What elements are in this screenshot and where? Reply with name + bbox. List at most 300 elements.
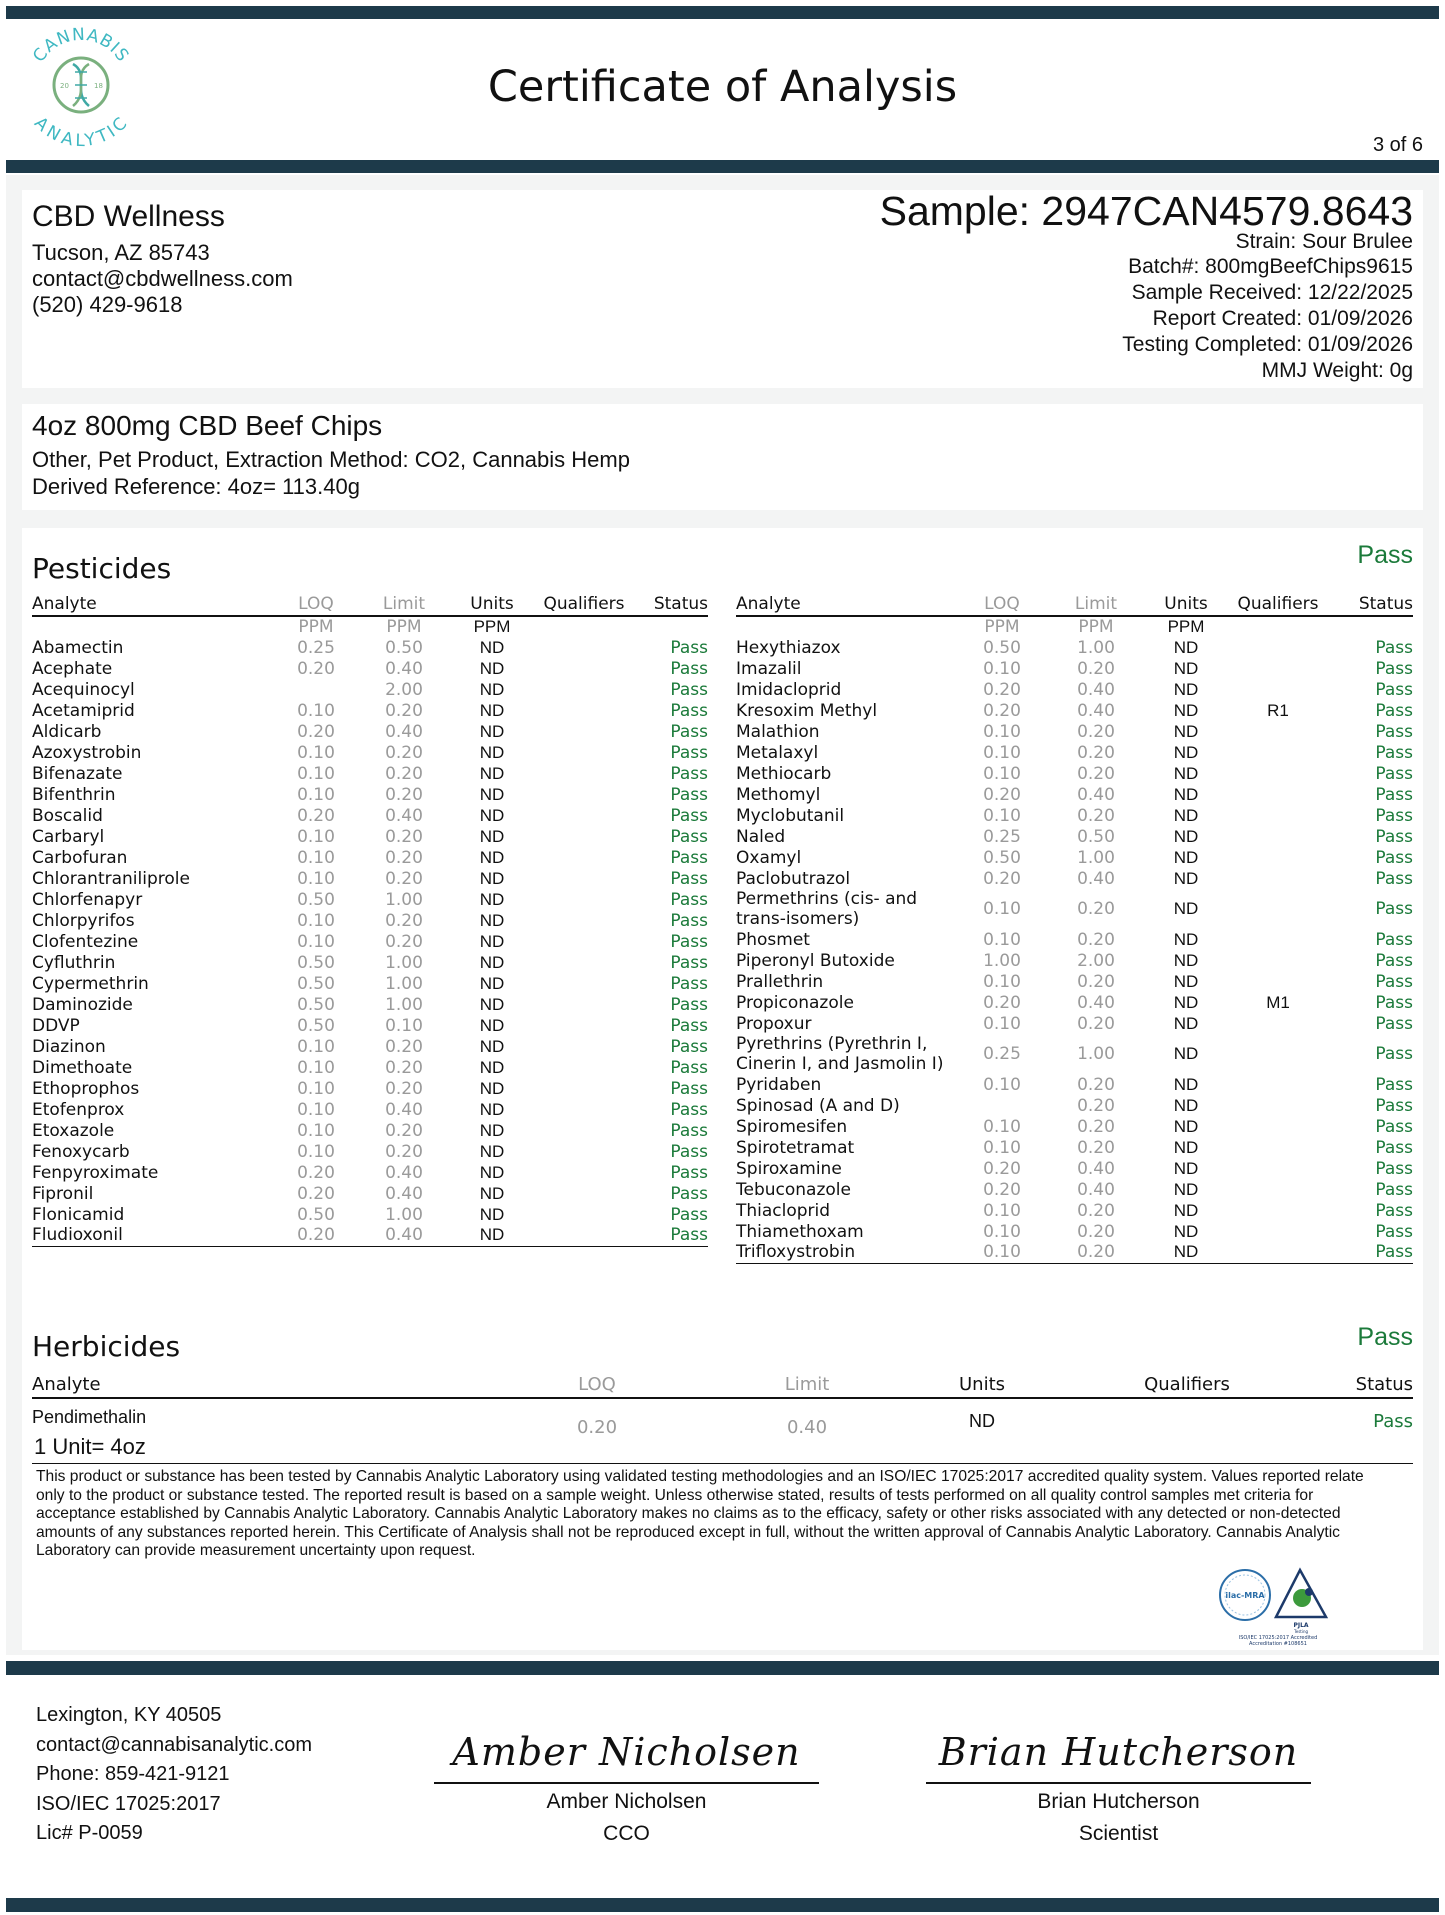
table-row xyxy=(736,784,1413,805)
sample-id: Sample: 2947CAN4579.8643 xyxy=(879,188,1413,234)
limit-value: 0.10 xyxy=(385,1015,423,1036)
table-row xyxy=(32,1225,708,1246)
limit-value: 0.40 xyxy=(385,721,423,742)
table-row xyxy=(32,805,708,826)
units-value: ND xyxy=(479,637,505,657)
loq-value: 0.20 xyxy=(983,1158,1021,1179)
analyte-name: DDVP xyxy=(32,1015,80,1036)
table-row xyxy=(736,950,1413,971)
client-email: contact@cbdwellness.com xyxy=(32,266,293,291)
units-value: ND xyxy=(1173,1074,1199,1094)
status-value: Pass xyxy=(1375,1221,1413,1242)
limit-value: 0.50 xyxy=(385,637,423,658)
units-value: ND xyxy=(479,952,505,972)
limit-value: 1.00 xyxy=(1077,1044,1115,1064)
loq-value: 0.50 xyxy=(297,973,335,994)
col-limit: Limit xyxy=(360,593,448,616)
qualifier-value xyxy=(536,910,632,931)
status-value: Pass xyxy=(1375,1137,1413,1158)
limit-value: 0.20 xyxy=(385,1057,423,1078)
table-row xyxy=(736,929,1413,950)
footer-bar xyxy=(6,1661,1439,1675)
loq-value xyxy=(954,1095,1050,1116)
qualifier-value xyxy=(536,1183,632,1204)
units-value: ND xyxy=(1173,742,1199,762)
analyte-name: Chlorantraniliprole xyxy=(32,868,190,889)
col-units: Units xyxy=(448,593,536,616)
analyte-name: Acephate xyxy=(32,658,113,679)
loq-value: 0.50 xyxy=(983,637,1021,658)
analyte-name: Prallethrin xyxy=(736,971,824,992)
svg-text:ANALYTIC xyxy=(30,113,132,148)
units-value: ND xyxy=(1173,1116,1199,1136)
product-details: Other, Pet Product, Extraction Method: CO2, Cannabis Hemp xyxy=(32,447,630,472)
report-created: Report Created: 01/09/2026 xyxy=(1152,307,1413,330)
table-row xyxy=(736,763,1413,784)
limit-value: 0.20 xyxy=(385,826,423,847)
client-city: Tucson, AZ 85743 xyxy=(32,240,210,265)
signature-block-1 xyxy=(434,1730,819,1846)
qualifier-value xyxy=(1230,868,1326,889)
table-row xyxy=(736,1116,1413,1137)
loq-value: 0.10 xyxy=(983,742,1021,763)
limit-value: 0.20 xyxy=(385,1036,423,1057)
status-value: Pass xyxy=(1375,992,1413,1013)
limit-value: 1.00 xyxy=(385,994,423,1015)
limit-value: 1.00 xyxy=(1077,847,1115,868)
status-value: Pass xyxy=(670,784,708,805)
units-value: ND xyxy=(1173,700,1199,720)
loq-value: 0.25 xyxy=(983,1044,1021,1064)
qualifier-value xyxy=(536,868,632,889)
loq-value: 0.20 xyxy=(983,784,1021,805)
loq-value: 0.20 xyxy=(983,868,1021,889)
status-value: Pass xyxy=(670,1183,708,1204)
status-value: Pass xyxy=(670,742,708,763)
loq-value: 0.10 xyxy=(983,899,1021,919)
loq-value: 0.10 xyxy=(297,910,335,931)
units-value: ND xyxy=(969,1411,995,1431)
analyte-name: Daminozide xyxy=(32,994,133,1015)
analyte-name: Etofenprox xyxy=(32,1099,125,1120)
loq-value: 0.10 xyxy=(983,1074,1021,1095)
qualifier-value xyxy=(536,931,632,952)
table-row xyxy=(736,742,1413,763)
qualifier-value xyxy=(1230,637,1326,658)
qualifier-value xyxy=(1230,826,1326,847)
analyte-name: Etoxazole xyxy=(32,1120,115,1141)
qualifier-value xyxy=(1230,1095,1326,1116)
limit-value: 0.50 xyxy=(1077,826,1115,847)
table-row xyxy=(736,1137,1413,1158)
limit-value: 0.20 xyxy=(1077,1137,1115,1158)
analyte-name: Chlorfenapyr xyxy=(32,889,143,910)
analyte-name: Clofentezine xyxy=(32,931,139,952)
limit-value: 0.40 xyxy=(385,1183,423,1204)
status-value: Pass xyxy=(670,1015,708,1036)
table-row xyxy=(32,952,708,973)
table-row xyxy=(32,763,708,784)
herbicides-status: Pass xyxy=(1357,1323,1413,1351)
qualifier-value xyxy=(1230,1200,1326,1221)
analyte-name: Abamectin xyxy=(32,637,124,658)
table-row xyxy=(32,1036,708,1057)
qualifier-value xyxy=(536,658,632,679)
pesticides-title: Pesticides xyxy=(32,552,172,585)
status-value: Pass xyxy=(670,1057,708,1078)
table-row xyxy=(736,826,1413,847)
loq-value: 0.10 xyxy=(297,1057,335,1078)
qualifier-value xyxy=(536,973,632,994)
analyte-name: Pyrethrins (Pyrethrin I, Cinerin I, and Jasmolin I) xyxy=(736,1034,944,1074)
units-value: ND xyxy=(479,1162,505,1182)
loq-value: 1.00 xyxy=(983,950,1021,971)
status-value: Pass xyxy=(1375,721,1413,742)
qualifier-value xyxy=(536,1015,632,1036)
qualifier-value xyxy=(536,784,632,805)
analyte-name: Fludioxonil xyxy=(32,1225,272,1246)
limit-value: 0.20 xyxy=(1077,1116,1115,1137)
limit-value: 0.20 xyxy=(1077,1074,1115,1095)
table-row xyxy=(736,868,1413,889)
col-limit: Limit xyxy=(732,1372,882,1398)
units-value: ND xyxy=(1173,929,1199,949)
qualifier-value xyxy=(1230,1013,1326,1034)
limit-value: 2.00 xyxy=(1077,950,1115,971)
loq-value: 0.25 xyxy=(297,637,335,658)
units-value: ND xyxy=(1173,1200,1199,1220)
top-bar xyxy=(6,6,1439,19)
analyte-name: Tebuconazole xyxy=(736,1179,851,1200)
analyte-name: Thiacloprid xyxy=(736,1200,831,1221)
limit-value: 0.20 xyxy=(385,700,423,721)
accreditation-logos xyxy=(1218,1565,1338,1645)
signature-2: Brian Hutcherson xyxy=(938,1730,1299,1774)
qualifier-value xyxy=(536,1036,632,1057)
analyte-name: Phosmet xyxy=(736,929,810,950)
units-value: ND xyxy=(1173,826,1199,846)
status-value: Pass xyxy=(670,826,708,847)
qualifier-value xyxy=(1230,742,1326,763)
loq-value: 0.10 xyxy=(983,1116,1021,1137)
units-value: ND xyxy=(479,1015,505,1035)
disclaimer-text: This product or substance has been tested by Cannabis Analytic Laboratory using validated testing methodologies and an ISO/IEC 17025:2017 accredited quality system. Values reported relate only to the product or substance tested. The reported result is based on a sample weight. Unless otherwise stated, results of tests performed on all quality control samples met criteria for acceptance established by Cannabis Analytic Laboratory. Cannabis Analytic Laboratory makes no claims as to the efficacy, safety or other risks associated with any detected or non-detected amounts of any substances reported herein. This Certificate of Analysis shall not be reproduced except in full, without the written approval of Cannabis Analytic Laboratory. Cannabis Analytic Laboratory can provide measurement uncertainty upon request. xyxy=(36,1468,1364,1559)
limit-value: 0.20 xyxy=(1050,1242,1142,1263)
loq-value: 0.20 xyxy=(272,1225,360,1246)
header-bar xyxy=(6,160,1439,173)
analyte-name: Fenoxycarb xyxy=(32,1141,130,1162)
table-row xyxy=(32,868,708,889)
limit-value: 0.20 xyxy=(385,1141,423,1162)
status-value: Pass xyxy=(670,1036,708,1057)
loq-unit: PPM xyxy=(984,617,1020,637)
qualifier-value xyxy=(1230,763,1326,784)
signer-role-2: Scientist xyxy=(1078,1822,1159,1845)
units-value: ND xyxy=(479,1183,505,1203)
analyte-name: Metalaxyl xyxy=(736,742,819,763)
analyte-name: Paclobutrazol xyxy=(736,868,851,889)
units-value: ND xyxy=(479,910,505,930)
limit-value: 0.20 xyxy=(385,868,423,889)
qualifier-value xyxy=(1230,658,1326,679)
status-value: Pass xyxy=(670,931,708,952)
col-analyte: Analyte xyxy=(736,593,954,616)
table-row xyxy=(32,1078,708,1099)
analyte-name: Pendimethalin xyxy=(32,1407,147,1427)
analyte-name: Spinosad (A and D) xyxy=(736,1095,900,1116)
table-row xyxy=(32,1057,708,1078)
table-row xyxy=(736,1179,1413,1200)
units-value: ND xyxy=(479,826,505,846)
status-value: Pass xyxy=(670,763,708,784)
table-row xyxy=(32,1162,708,1183)
limit-value: 0.40 xyxy=(1077,868,1115,889)
limit-value: 0.20 xyxy=(1077,899,1115,919)
status-value: Pass xyxy=(670,910,708,931)
loq-value: 0.10 xyxy=(297,763,335,784)
limit-value: 0.20 xyxy=(1077,742,1115,763)
limit-value: 0.40 xyxy=(1077,679,1115,700)
limit-value: 1.00 xyxy=(385,1204,423,1225)
table-row xyxy=(32,910,708,931)
units-value: ND xyxy=(1173,899,1199,918)
table-row xyxy=(736,1221,1413,1242)
analyte-name: Ethoprophos xyxy=(32,1078,140,1099)
loq-value: 0.10 xyxy=(983,971,1021,992)
limit-value: 0.20 xyxy=(1077,1221,1115,1242)
lab-email: contact@cannabisanalytic.com xyxy=(36,1734,312,1756)
col-units: Units xyxy=(882,1372,1082,1398)
lab-phone: Phone: 859-421-9121 xyxy=(36,1763,230,1785)
limit-value: 0.40 xyxy=(385,1162,423,1183)
col-status: Status xyxy=(632,593,708,616)
analyte-name: Diazinon xyxy=(32,1036,106,1057)
lab-city: Lexington, KY 40505 xyxy=(36,1704,222,1726)
loq-value: 0.10 xyxy=(983,805,1021,826)
status-value: Pass xyxy=(670,847,708,868)
limit-value: 0.20 xyxy=(385,742,423,763)
units-value: ND xyxy=(1173,971,1199,991)
loq-value: 0.10 xyxy=(297,742,335,763)
table-row xyxy=(32,1141,708,1162)
units-value: ND xyxy=(1173,1179,1199,1199)
lab-license: Lic# P-0059 xyxy=(36,1822,143,1844)
limit-value: 0.40 xyxy=(385,1099,423,1120)
analyte-name: Thiamethoxam xyxy=(736,1221,864,1242)
sample-strain: Strain: Sour Brulee xyxy=(1235,230,1413,253)
qualifier-value xyxy=(536,1162,632,1183)
limit-value: 0.20 xyxy=(1077,1200,1115,1221)
units-value: ND xyxy=(479,994,505,1014)
qualifier-value xyxy=(1230,1242,1326,1263)
col-units: Units xyxy=(1142,593,1230,616)
units-value: ND xyxy=(479,658,505,678)
loq-value: 0.20 xyxy=(576,1417,618,1438)
limit-value: 0.20 xyxy=(1077,1095,1115,1116)
table-row xyxy=(736,1200,1413,1221)
status-value: Pass xyxy=(670,679,708,700)
col-limit: Limit xyxy=(1050,593,1142,616)
herbicides-table xyxy=(32,1372,1413,1438)
limit-value: 0.40 xyxy=(1077,784,1115,805)
units-value: ND xyxy=(479,889,505,909)
table-row xyxy=(736,889,1413,929)
loq-value: 0.10 xyxy=(297,826,335,847)
qualifier-value xyxy=(536,805,632,826)
table-row xyxy=(736,1074,1413,1095)
analyte-name: Dimethoate xyxy=(32,1057,133,1078)
limit-value: 0.40 xyxy=(786,1417,828,1438)
units-value: ND xyxy=(1173,1044,1199,1063)
bottom-bar xyxy=(6,1898,1439,1912)
col-loq: LOQ xyxy=(272,593,360,616)
units-unit: PPM xyxy=(1167,617,1205,636)
limit-value: 0.20 xyxy=(1077,971,1115,992)
pjla-sub-text: Testing xyxy=(1293,1629,1309,1634)
accreditation-note-1: ISO/IEC 17025:2017 Accredited xyxy=(1238,1635,1318,1641)
col-analyte: Analyte xyxy=(32,1372,462,1398)
table-row xyxy=(736,1034,1413,1074)
document-title: Certificate of Analysis xyxy=(487,62,958,112)
status-value: Pass xyxy=(1375,1179,1413,1200)
units-value: ND xyxy=(479,742,505,762)
qualifier-value xyxy=(536,637,632,658)
qualifier-value xyxy=(1230,847,1326,868)
analyte-name: Aldicarb xyxy=(32,721,102,742)
table-row xyxy=(32,1183,708,1204)
limit-value: 0.40 xyxy=(385,805,423,826)
table-row xyxy=(736,679,1413,700)
table-row xyxy=(32,1204,708,1225)
col-status: Status xyxy=(1326,593,1413,616)
table-row xyxy=(32,700,708,721)
limit-unit: PPM xyxy=(1078,617,1114,637)
loq-value: 0.50 xyxy=(297,994,335,1015)
analyte-name: Methomyl xyxy=(736,784,821,805)
loq-value: 0.50 xyxy=(297,1015,335,1036)
pjla-text: PJLA xyxy=(1293,1622,1309,1629)
loq-value: 0.10 xyxy=(983,763,1021,784)
units-value: ND xyxy=(1173,658,1199,678)
sample-batch: Batch#: 800mgBeefChips9615 xyxy=(1128,255,1413,278)
analyte-name: Pyridaben xyxy=(736,1074,822,1095)
loq-unit: PPM xyxy=(298,617,334,637)
herbicides-title: Herbicides xyxy=(32,1330,181,1363)
loq-value: 0.10 xyxy=(297,1036,335,1057)
status-value: Pass xyxy=(670,952,708,973)
signer-name-1: Amber Nicholsen xyxy=(546,1790,707,1813)
loq-value: 0.20 xyxy=(297,1162,335,1183)
limit-value: 1.00 xyxy=(385,973,423,994)
units-value: ND xyxy=(1173,950,1199,970)
unit-row xyxy=(736,616,1413,637)
qualifier-value xyxy=(536,1078,632,1099)
units-value: ND xyxy=(479,679,505,699)
units-value: ND xyxy=(1173,1221,1199,1241)
table-row xyxy=(736,971,1413,992)
table-row xyxy=(32,931,708,952)
qualifier-value xyxy=(536,700,632,721)
accreditation-note-2: Accreditation #108651 xyxy=(1249,1641,1307,1645)
logo-year-left: 20 xyxy=(60,82,69,90)
table-row xyxy=(32,973,708,994)
table-row xyxy=(736,805,1413,826)
units-value: ND xyxy=(1173,721,1199,741)
qualifier-value xyxy=(1230,1179,1326,1200)
analyte-name: Carbofuran xyxy=(32,847,128,868)
loq-value: 0.10 xyxy=(297,1141,335,1162)
limit-value: 0.40 xyxy=(385,658,423,679)
col-qualifiers: Qualifiers xyxy=(1082,1372,1292,1398)
table-row xyxy=(736,1242,1413,1263)
qualifier-value xyxy=(1230,805,1326,826)
loq-value: 0.10 xyxy=(297,847,335,868)
client-phone: (520) 429-9618 xyxy=(32,292,183,317)
analyte-name: Flonicamid xyxy=(32,1204,125,1225)
product-reference: Derived Reference: 4oz= 113.40g xyxy=(32,474,360,499)
loq-value: 0.20 xyxy=(297,805,335,826)
limit-value: 0.20 xyxy=(385,1078,423,1099)
status-value: Pass xyxy=(1326,1242,1413,1263)
status-value: Pass xyxy=(670,637,708,658)
status-value: Pass xyxy=(1375,784,1413,805)
units-value: ND xyxy=(1173,1158,1199,1178)
qualifier-value xyxy=(1230,721,1326,742)
qualifier-value xyxy=(536,1099,632,1120)
analyte-name: Cyfluthrin xyxy=(32,952,116,973)
limit-value: 0.20 xyxy=(1077,805,1115,826)
signature-1: Amber Nicholsen xyxy=(452,1730,801,1774)
units-value: ND xyxy=(479,931,505,951)
analyte-name: Trifloxystrobin xyxy=(736,1242,954,1263)
table-row xyxy=(32,847,708,868)
analyte-name: Azoxystrobin xyxy=(32,742,142,763)
table-row xyxy=(32,1099,708,1120)
status-value: Pass xyxy=(1375,929,1413,950)
units-unit: PPM xyxy=(473,617,511,636)
table-row xyxy=(32,742,708,763)
status-value: Pass xyxy=(1375,805,1413,826)
status-value: Pass xyxy=(1375,1158,1413,1179)
lab-iso: ISO/IEC 17025:2017 xyxy=(36,1793,221,1815)
loq-value: 0.25 xyxy=(983,826,1021,847)
loq-value: 0.10 xyxy=(983,929,1021,950)
units-value: ND xyxy=(479,1078,505,1098)
analyte-name: Fipronil xyxy=(32,1183,94,1204)
limit-value: 0.20 xyxy=(1077,1013,1115,1034)
svg-text:CANNABIS xyxy=(29,25,133,66)
pesticides-table-left xyxy=(32,593,708,1247)
table-row xyxy=(32,784,708,805)
status-value: Pass xyxy=(670,1204,708,1225)
limit-value: 0.20 xyxy=(1077,658,1115,679)
qualifier-value xyxy=(1230,929,1326,950)
limit-value: 0.20 xyxy=(1077,721,1115,742)
analyte-name: Permethrins (cis- and trans-isomers) xyxy=(736,889,918,929)
limit-value: 2.00 xyxy=(385,679,423,700)
loq-value: 0.10 xyxy=(297,1120,335,1141)
status-value: Pass xyxy=(632,1225,708,1246)
analyte-name: Chlorpyrifos xyxy=(32,910,135,931)
analyte-name: Bifenthrin xyxy=(32,784,116,805)
limit-value: 1.00 xyxy=(385,952,423,973)
status-value: Pass xyxy=(670,994,708,1015)
divider xyxy=(32,1463,1413,1464)
qualifier-value xyxy=(1230,971,1326,992)
qualifier-value xyxy=(536,1225,632,1246)
status-value: Pass xyxy=(1375,868,1413,889)
status-value: Pass xyxy=(1375,950,1413,971)
